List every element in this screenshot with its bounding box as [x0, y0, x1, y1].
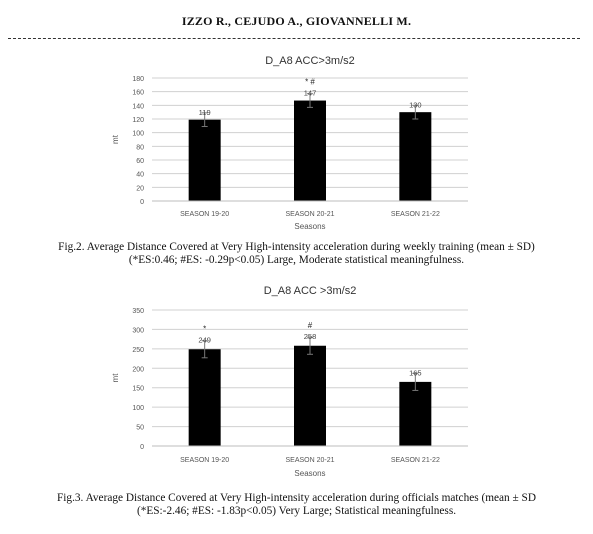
bar — [294, 346, 326, 446]
y-tick-label: 180 — [132, 76, 144, 83]
y-axis-label: mt — [111, 373, 120, 383]
y-tick-label: 250 — [132, 346, 144, 354]
x-axis-label: Seasons — [294, 469, 326, 478]
caption-fig2-line1: Fig.2. Average Distance Covered at Very High-intensity acceleration during weekly training (mean ± SD) — [58, 241, 535, 253]
x-category-label: SEASON 21-22 — [390, 457, 440, 464]
y-tick-label: 300 — [132, 327, 144, 335]
bar — [189, 349, 221, 446]
caption-fig2 — [10, 241, 583, 267]
caption-fig3-line1: Fig.3. Average Distance Covered at Very High-intensity acceleration during officials matches (mean ± SD — [57, 492, 536, 504]
running-header: IZZO R., CEJUDO A., GIOVANNELLI M. — [181, 14, 412, 28]
y-tick-label: 20 — [136, 185, 144, 193]
y-tick-label: 120 — [132, 117, 144, 124]
y-tick-label: 140 — [132, 103, 144, 111]
chart-fig2-svg — [90, 48, 500, 234]
significance-marker: # — [307, 321, 313, 331]
y-tick-label: 100 — [132, 130, 144, 138]
data-label: 147 — [303, 88, 317, 98]
bar — [399, 382, 431, 446]
data-label: 249 — [198, 335, 211, 345]
significance-marker: * # — [305, 77, 315, 87]
caption-fig2-line2: (*ES:0.46; #ES: -0.29p<0.05) Large, Moderate statistical meaningfulness. — [128, 254, 465, 266]
x-category-label: SEASON 19-20 — [180, 211, 230, 218]
header-rule — [8, 38, 580, 39]
y-tick-label: 160 — [132, 89, 144, 97]
chart-fig2 — [90, 48, 500, 234]
y-tick-label: 60 — [136, 158, 144, 165]
x-category-label: SEASON 20-21 — [285, 457, 335, 464]
bar — [294, 101, 326, 201]
data-label: 165 — [409, 368, 422, 378]
y-tick-label: 80 — [136, 144, 144, 152]
bar — [189, 120, 221, 201]
data-label: 258 — [303, 332, 317, 342]
caption-fig3 — [10, 492, 583, 518]
y-tick-label: 150 — [132, 385, 144, 393]
chart-fig3 — [90, 278, 500, 484]
y-axis-label: mt — [111, 135, 120, 144]
y-tick-label: 350 — [132, 308, 144, 315]
bar — [399, 112, 431, 201]
x-axis-label: Seasons — [294, 222, 326, 231]
y-tick-label: 40 — [136, 171, 144, 179]
y-tick-label: 0 — [140, 199, 144, 206]
y-tick-label: 0 — [140, 444, 144, 451]
x-category-label: SEASON 21-22 — [390, 211, 440, 218]
chart-fig3-svg — [90, 278, 500, 484]
x-category-label: SEASON 20-21 — [285, 211, 335, 218]
x-category-label: SEASON 19-20 — [180, 457, 230, 464]
y-tick-label: 100 — [132, 405, 144, 413]
chart-title: D_A8 ACC>3m/s2 — [265, 55, 355, 67]
y-tick-label: 200 — [132, 366, 144, 374]
data-label: 119 — [198, 107, 211, 117]
data-label: 130 — [409, 100, 422, 110]
chart-title: D_A8 ACC >3m/s2 — [263, 285, 357, 297]
y-tick-label: 50 — [136, 424, 144, 432]
significance-marker: * — [203, 324, 207, 334]
caption-fig3-line2: (*ES:-2.46; #ES: -1.83p<0.05) Very Large; Statistical meaningfulness. — [136, 505, 457, 517]
